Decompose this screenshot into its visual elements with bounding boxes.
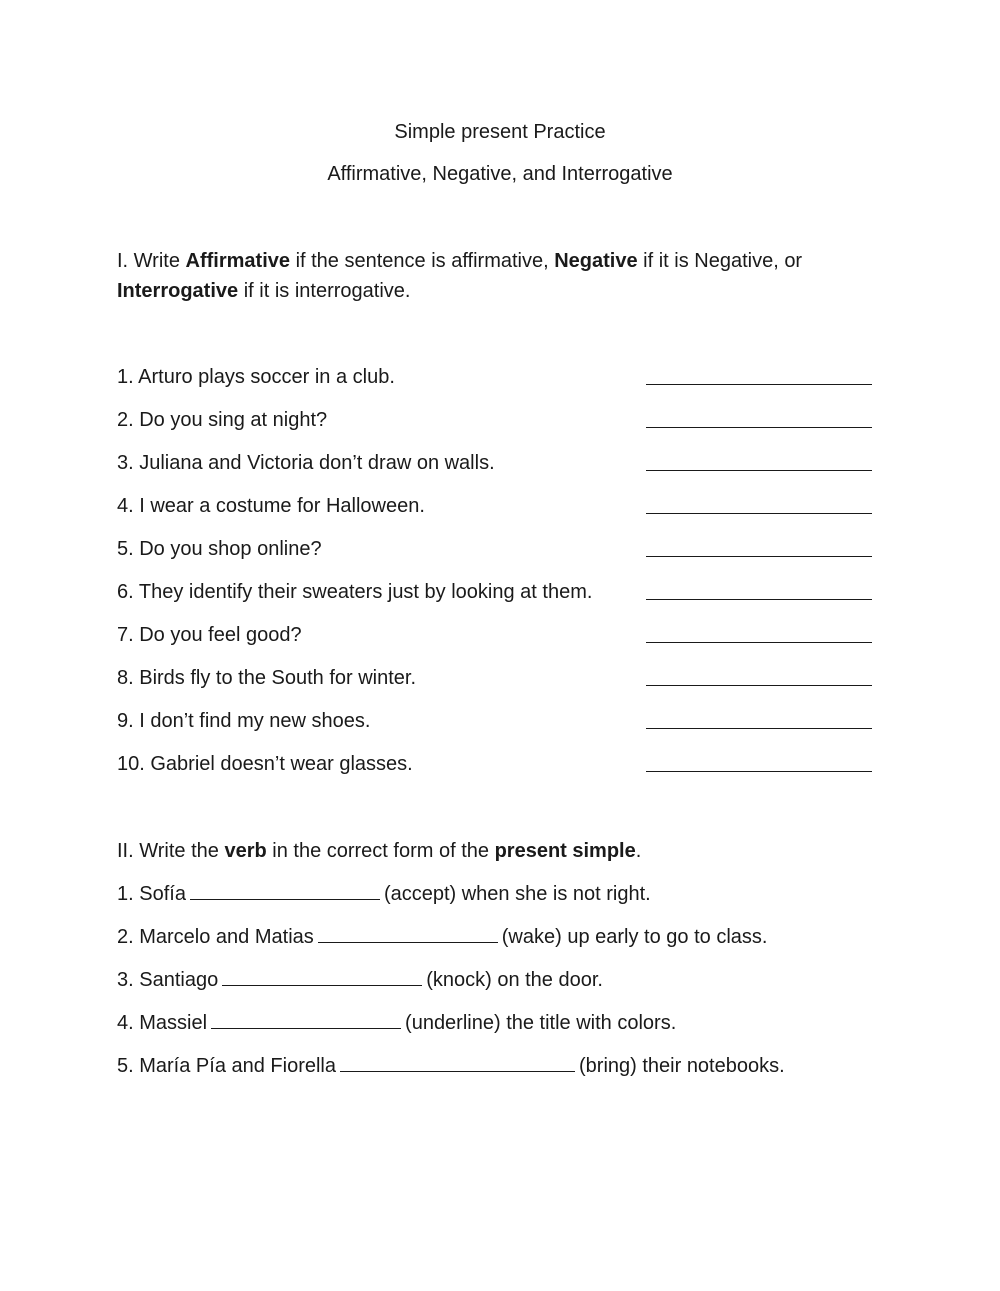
section1-instr-prefix: I. Write [117,250,186,272]
section1-item [117,706,877,736]
section2-instr-prefix: II. Write the [117,840,225,862]
verb-blank[interactable] [340,1051,575,1072]
item-sentence: 3. Juliana and Victoria don’t draw on walls. [117,452,495,474]
answer-blank[interactable] [646,384,872,385]
answer-blank[interactable] [646,556,872,557]
item-before-text: 1. Sofía [117,883,186,905]
item-sentence: 9. I don’t find my new shoes. [117,710,371,732]
item-sentence: 1. Arturo plays soccer in a club. [117,366,395,388]
verb-blank[interactable] [190,879,380,900]
section2-item [117,1008,877,1038]
item-sentence: 7. Do you feel good? [117,624,302,646]
item-before-text: 2. Marcelo and Matias [117,926,314,948]
section1-item [117,405,877,435]
keyword-verb: verb [224,840,267,862]
item-before-text: 4. Massiel [117,1012,208,1034]
item-after-text: (wake) up early to go to class. [501,926,768,948]
section1-item [117,749,877,779]
section1-item [117,577,877,607]
section1-item [117,534,877,564]
item-after-text: (bring) their notebooks. [579,1055,785,1077]
item-after-text: (knock) on the door. [426,969,603,991]
section2-item [117,879,877,909]
answer-blank[interactable] [646,642,872,643]
section1-instructions [117,246,877,306]
section2-instr-end: . [635,840,642,862]
item-sentence: 10. Gabriel doesn’t wear glasses. [117,753,413,775]
answer-blank[interactable] [646,427,872,428]
section1-item [117,663,877,693]
worksheet-title: Simple present Practice [394,121,606,143]
item-after-text: (underline) the title with colors. [405,1012,677,1034]
answer-blank[interactable] [646,599,872,600]
section1-item [117,448,877,478]
section2-item [117,922,877,952]
keyword-negative: Negative [554,250,638,272]
item-sentence: 2. Do you sing at night? [117,409,328,431]
verb-blank[interactable] [211,1008,401,1029]
answer-blank[interactable] [646,771,872,772]
item-after-text: (accept) when she is not right. [383,883,651,905]
keyword-interrogative: Interrogative [117,280,239,302]
section1-instr-end: if it is interrogative. [238,280,411,302]
section1-instr-mid2: if it is Negative, or [637,250,803,272]
answer-blank[interactable] [646,470,872,471]
worksheet-subtitle: Affirmative, Negative, and Interrogative [327,163,673,185]
item-sentence: 5. Do you shop online? [117,538,322,560]
item-before-text: 5. María Pía and Fiorella [117,1055,336,1077]
answer-blank[interactable] [646,513,872,514]
item-sentence: 4. I wear a costume for Halloween. [117,495,425,517]
answer-blank[interactable] [646,685,872,686]
answer-blank[interactable] [646,728,872,729]
section1-item [117,362,877,392]
keyword-affirmative: Affirmative [185,250,291,272]
keyword-present-simple: present simple [494,840,636,862]
section1-item [117,620,877,650]
verb-blank[interactable] [318,922,498,943]
section2-item [117,1051,877,1081]
item-sentence: 6. They identify their sweaters just by looking at them. [117,581,593,603]
section1-item [117,491,877,521]
section2-instr-mid: in the correct form of the [266,840,495,862]
item-sentence: 8. Birds fly to the South for winter. [117,667,417,689]
section1-instr-mid1: if the sentence is affirmative, [290,250,555,272]
section2-item [117,965,877,995]
section2-instructions [117,836,877,866]
verb-blank[interactable] [222,965,422,986]
item-before-text: 3. Santiago [117,969,219,991]
